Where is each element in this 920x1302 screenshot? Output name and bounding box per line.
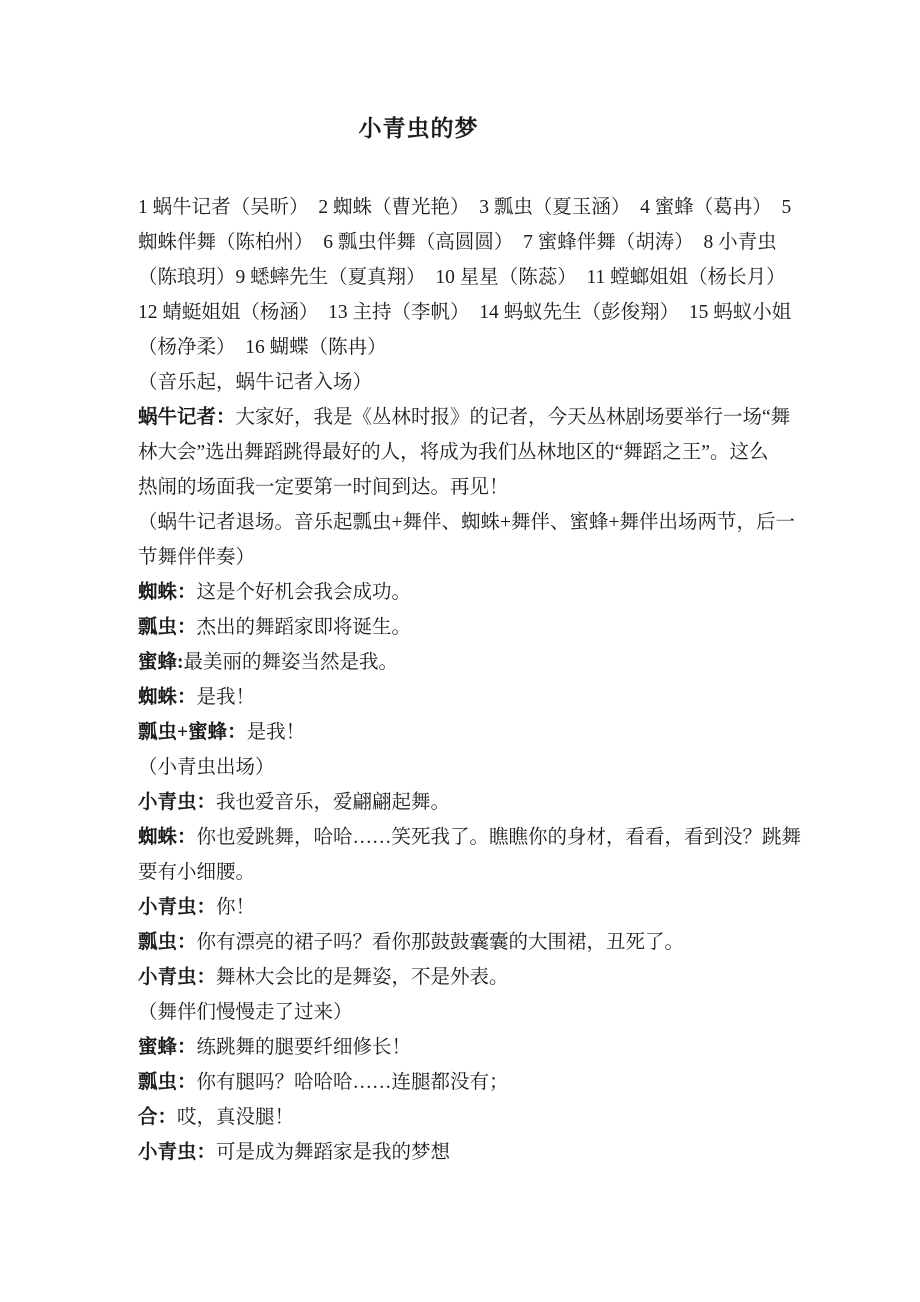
line-text: 是我！	[196, 687, 256, 708]
line-text: （陈琅玥）9 蟋蟀先生（夏真翔） 10 星星（陈蕊） 11 螳螂姐姐（杨长月）	[138, 267, 786, 288]
line-text: 练跳舞的腿要纤细修长！	[196, 1037, 412, 1058]
line-text: 这是个好机会我会成功。	[196, 582, 412, 603]
script-line	[138, 295, 808, 330]
line-text: 你有腿吗？哈哈哈……连腿都没有；	[196, 1072, 509, 1093]
speaker-name: 小青虫：	[138, 792, 217, 813]
line-text: 是我！	[246, 722, 306, 743]
script-line	[138, 890, 808, 925]
line-text: 大家好，我是《丛林时报》的记者，今天丛林剧场要举行一场“舞	[235, 407, 791, 428]
script-line	[138, 645, 808, 680]
speaker-name: 小青虫：	[138, 1142, 217, 1163]
speaker-name: 瓢虫：	[138, 617, 197, 638]
script-line	[138, 225, 808, 260]
line-text: 你有漂亮的裙子吗？看你那鼓鼓囊囊的大围裙，丑死了。	[196, 932, 685, 953]
line-text: 林大会”选出舞蹈跳得最好的人，将成为我们丛林地区的“舞蹈之王”。这么	[138, 442, 769, 463]
script-line	[138, 960, 808, 995]
line-text: 可是成为舞蹈家是我的梦想	[216, 1142, 451, 1163]
speaker-name: 蜘蛛：	[138, 582, 197, 603]
line-text: 节舞伴伴奏）	[138, 547, 256, 568]
line-text: （杨净柔） 16 蝴蝶（陈冉）	[138, 337, 387, 358]
line-text: （蜗牛记者退场。音乐起瓢虫+舞伴、蜘蛛+舞伴、蜜蜂+舞伴出场两节，后一	[138, 512, 795, 533]
script-line	[138, 820, 808, 855]
speaker-name: 蜜蜂：	[138, 1037, 197, 1058]
script-line	[138, 750, 808, 785]
document-title: 小青虫的梦	[358, 116, 479, 141]
script-line	[138, 190, 808, 225]
script-line	[138, 400, 808, 435]
speaker-name: 瓢虫：	[138, 1072, 197, 1093]
line-text: 你！	[216, 897, 256, 918]
script-line	[138, 925, 808, 960]
speaker-name: 蜘蛛：	[138, 687, 197, 708]
line-text: 12 蜻蜓姐姐（杨涵） 13 主持（李帆） 14 蚂蚁先生（彭俊翔） 15 蚂蚁小姐	[138, 302, 792, 323]
line-text: 你也爱跳舞，哈哈……笑死我了。瞧瞧你的身材，看看，看到没？跳舞	[196, 827, 802, 848]
line-text: 我也爱音乐，爱翩翩起舞。	[216, 792, 451, 813]
script-line	[138, 1065, 808, 1100]
speaker-name: 小青虫：	[138, 897, 217, 918]
script-line	[138, 855, 808, 890]
line-text: 哎，真没腿！	[177, 1107, 295, 1128]
script-line	[138, 365, 808, 400]
speaker-name: 蜜蜂:	[138, 652, 184, 673]
speaker-name: 小青虫：	[138, 967, 217, 988]
speaker-name: 蜘蛛：	[138, 827, 197, 848]
script-line	[138, 330, 808, 365]
line-text: （舞伴们慢慢走了过来）	[138, 1002, 353, 1023]
speaker-name: 瓢虫：	[138, 932, 197, 953]
script-line	[138, 1030, 808, 1065]
speaker-name: 瓢虫+蜜蜂：	[138, 722, 247, 743]
line-text: 蜘蛛伴舞（陈柏州） 6 瓢虫伴舞（高圆圆） 7 蜜蜂伴舞（胡涛） 8 小青虫	[138, 232, 777, 253]
line-text: 1 蜗牛记者（吴昕） 2 蜘蛛（曹光艳） 3 瓢虫（夏玉涵） 4 蜜蜂（葛冉） 5	[138, 197, 792, 218]
script-line	[138, 575, 808, 610]
script-line	[138, 1100, 808, 1135]
line-text: （音乐起，蜗牛记者入场）	[138, 372, 373, 393]
script-line	[138, 1135, 808, 1170]
script-line	[138, 785, 808, 820]
speaker-name: 蜗牛记者：	[138, 407, 236, 428]
line-text: 舞林大会比的是舞姿，不是外表。	[216, 967, 509, 988]
script-line	[138, 505, 808, 540]
script-line	[138, 540, 808, 575]
script-line	[138, 715, 808, 750]
script-line	[138, 995, 808, 1030]
script-line	[138, 260, 808, 295]
script-line	[138, 680, 808, 715]
script-line	[138, 435, 808, 470]
line-text: （小青虫出场）	[138, 757, 275, 778]
line-text: 要有小细腰。	[138, 862, 256, 883]
line-text: 杰出的舞蹈家即将诞生。	[196, 617, 412, 638]
script-line	[138, 610, 808, 645]
script-line	[138, 470, 808, 505]
script-body	[138, 190, 808, 1170]
speaker-name: 合：	[138, 1107, 178, 1128]
line-text: 热闹的场面我一定要第一时间到达。再见！	[138, 477, 509, 498]
line-text: 最美丽的舞姿当然是我。	[183, 652, 399, 673]
